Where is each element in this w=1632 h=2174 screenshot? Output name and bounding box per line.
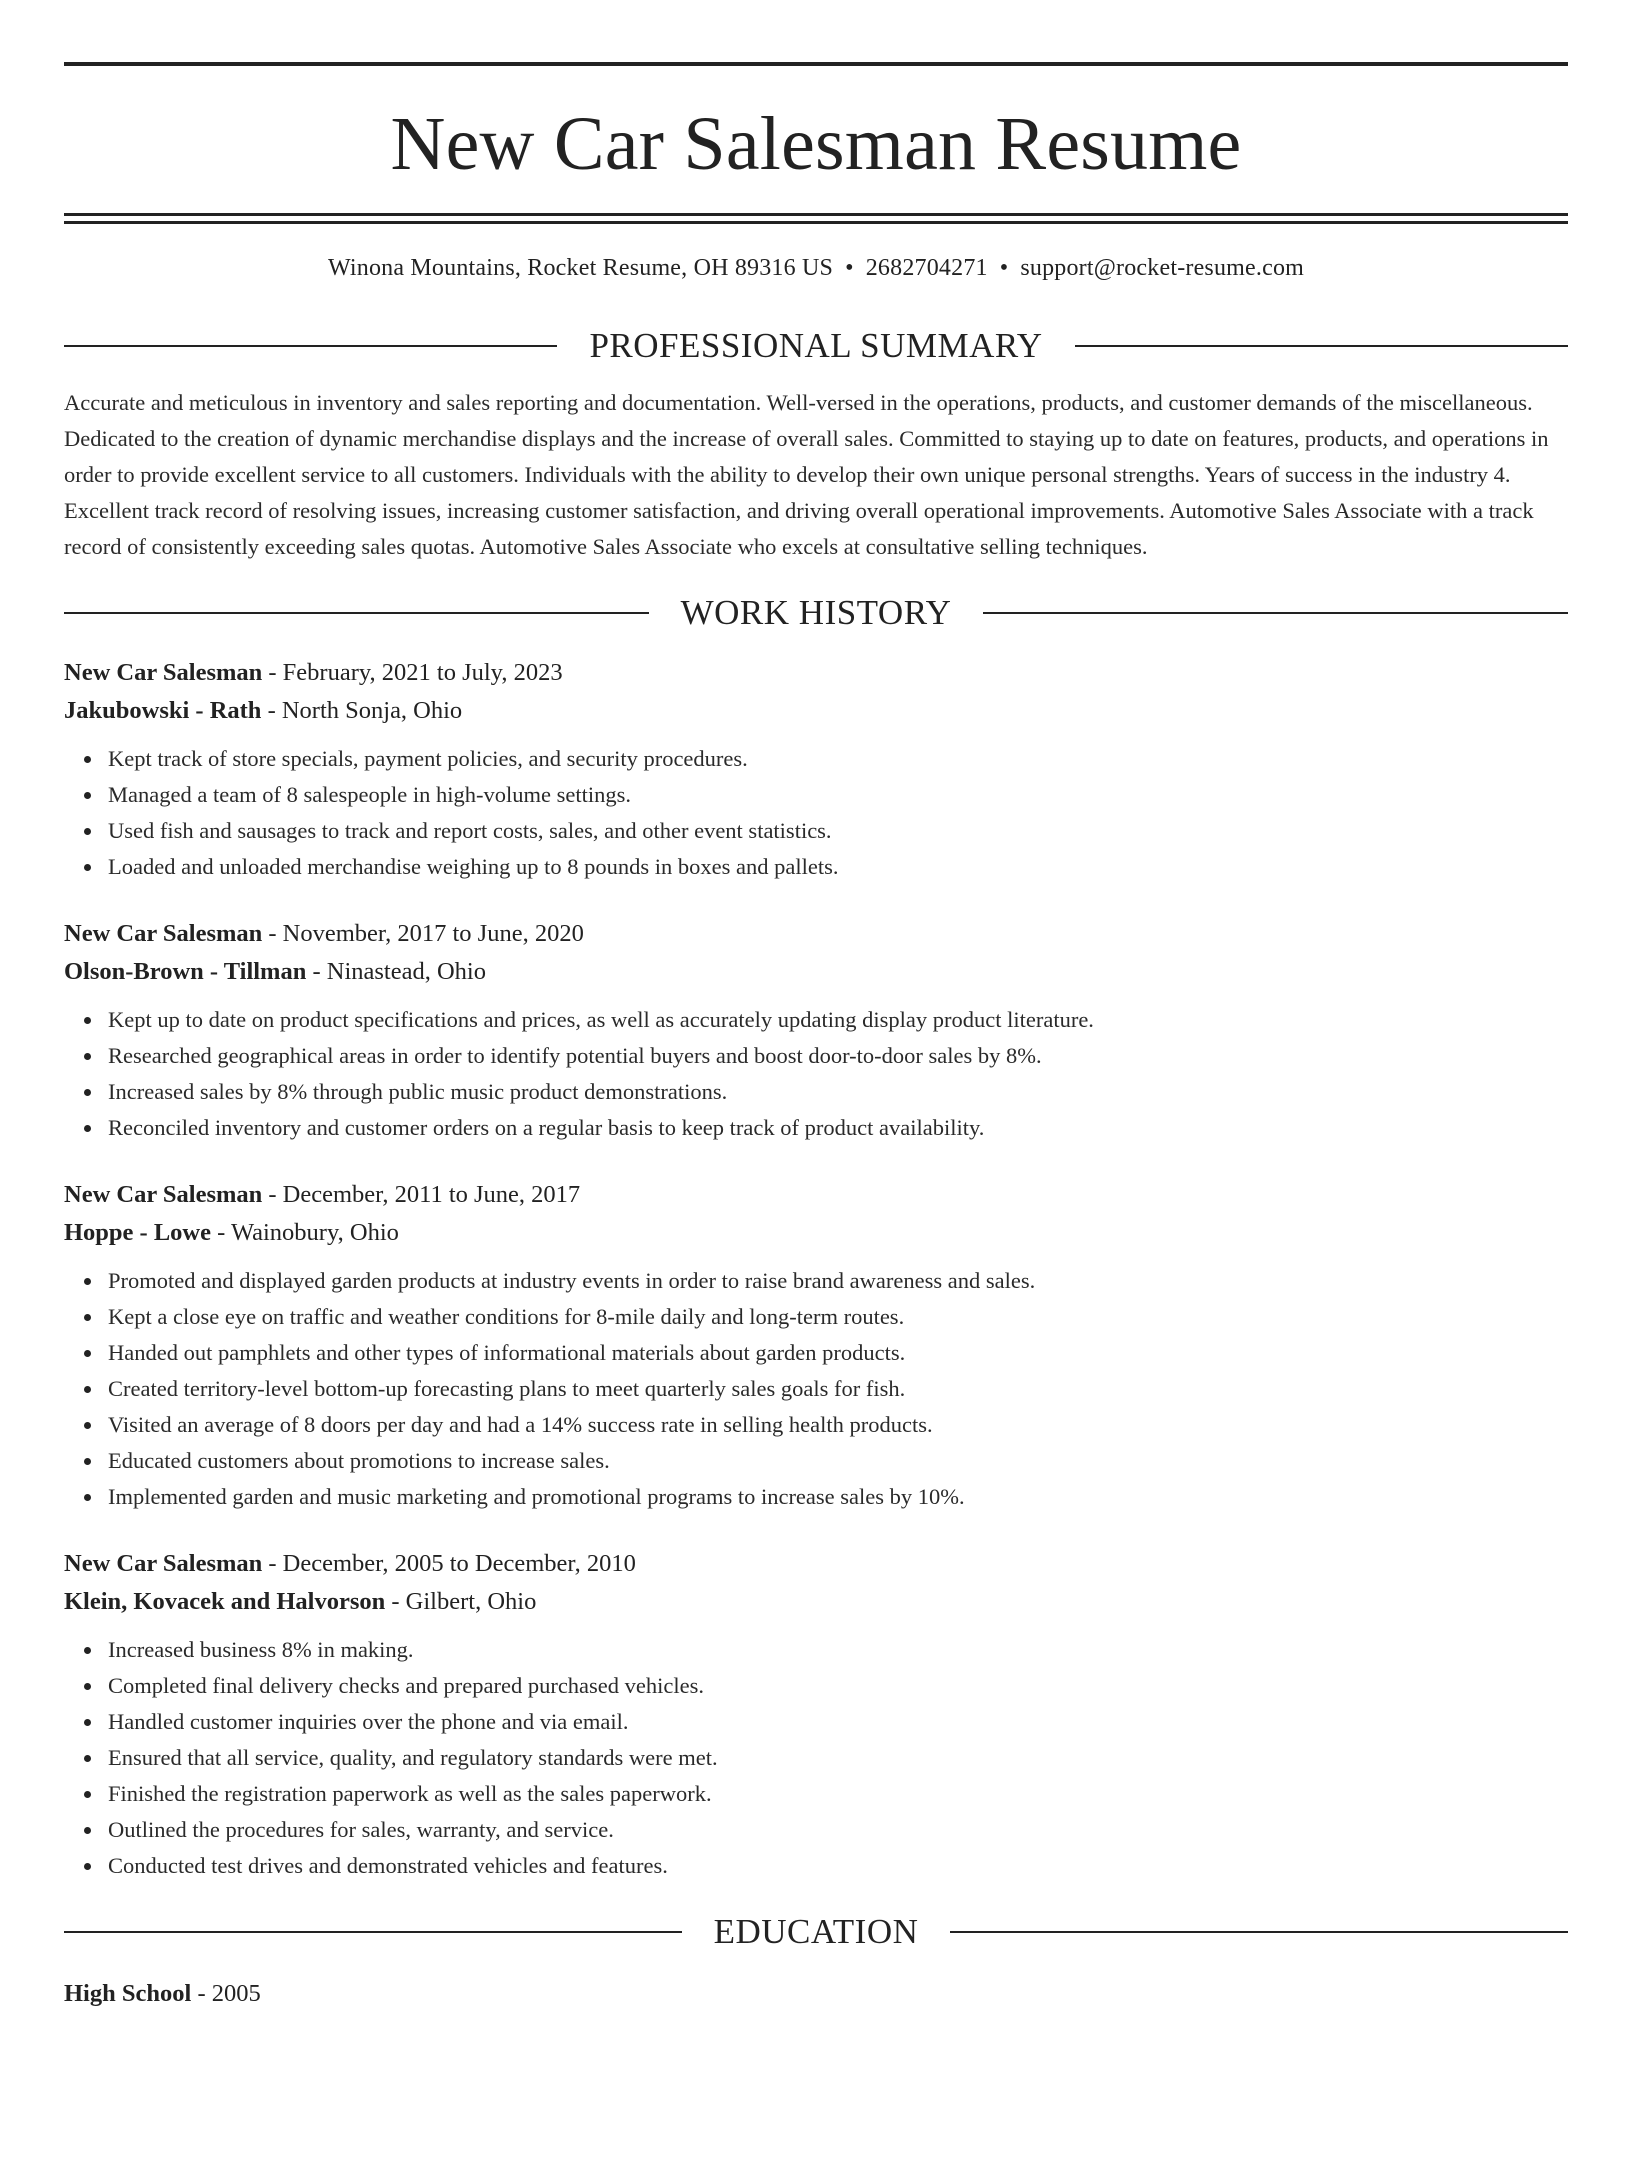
job-bullet: Outlined the procedures for sales, warranty, and service.	[108, 1812, 1568, 1848]
education-degree: High School	[64, 1980, 192, 2008]
job-bullet: Used fish and sausages to track and report costs, sales, and other event statistics.	[108, 813, 1568, 849]
job-bullet: Ensured that all service, quality, and regulatory standards were met.	[108, 1740, 1568, 1776]
job-bullet: Completed final delivery checks and prepared purchased vehicles.	[108, 1668, 1568, 1704]
job-bullet: Managed a team of 8 salespeople in high-volume settings.	[108, 777, 1568, 813]
job-location: - North Sonja, Ohio	[261, 697, 463, 725]
contact-separator: •	[845, 255, 854, 281]
job-entry	[64, 1176, 1568, 1515]
job-bullet: Finished the registration paperwork as well as the sales paperwork.	[108, 1776, 1568, 1812]
job-bullet: Visited an average of 8 doors per day and had a 14% success rate in selling health products.	[108, 1407, 1568, 1443]
contact-address: Winona Mountains, Rocket Resume, OH 89316 US	[327, 255, 834, 281]
top-rule	[64, 62, 1568, 66]
section-title-work: WORK HISTORY	[680, 593, 952, 633]
heading-rule-left	[64, 612, 649, 614]
job-location: - Wainobury, Ohio	[211, 1219, 399, 1247]
job-bullet: Loaded and unloaded merchandise weighing up to 8 pounds in boxes and pallets.	[108, 849, 1568, 885]
job-bullet: Kept track of store specials, payment policies, and security procedures.	[108, 741, 1568, 777]
job-location: - Ninastead, Ohio	[306, 958, 486, 986]
job-bullets	[64, 1632, 1568, 1884]
job-title-line	[64, 915, 1568, 953]
job-bullet: Handled customer inquiries over the phone and via email.	[108, 1704, 1568, 1740]
contact-phone: 2682704271	[865, 255, 988, 281]
job-bullet: Conducted test drives and demonstrated vehicles and features.	[108, 1848, 1568, 1884]
heading-rule-left	[64, 345, 557, 347]
section-heading-education	[64, 1912, 1568, 1952]
contact-line	[64, 253, 1568, 284]
job-company-line	[64, 1583, 1568, 1621]
double-rule	[64, 213, 1568, 224]
section-heading-work	[64, 593, 1568, 633]
contact-separator: •	[999, 255, 1009, 281]
job-entry	[64, 915, 1568, 1146]
job-bullet: Educated customers about promotions to increase sales.	[108, 1443, 1568, 1479]
job-location: - Gilbert, Ohio	[385, 1588, 537, 1616]
job-company-line	[64, 692, 1568, 730]
summary-text: Accurate and meticulous in inventory and sales reporting and documentation. Well-versed in the operations, products, and customer demands of the miscellaneous. Dedicated to the creation of dynamic merchandise displays and the increase of overall sales. Committed to staying up to date on features, products, and operations in order to provide excellent service to all customers. Individuals with the ability to develop their own unique personal strengths. Years of success in the industry 4. Excellent track record of resolving issues, increasing customer satisfaction, and driving overall operational improvements. Automotive Sales Associate with a track record of consistently exceeding sales quotas. Automotive Sales Associate who excels at consultative selling techniques.	[64, 390, 1549, 560]
job-title-line	[64, 1176, 1568, 1214]
job-entry	[64, 1545, 1568, 1884]
job-dates: - December, 2005 to December, 2010	[262, 1550, 636, 1578]
job-title: New Car Salesman	[64, 659, 263, 687]
job-company: Klein, Kovacek and Halvorson	[64, 1588, 386, 1616]
resume-title: New Car Salesman Resume	[390, 102, 1242, 186]
job-bullet: Implemented garden and music marketing and promotional programs to increase sales by 10%.	[108, 1479, 1568, 1515]
job-bullet: Increased sales by 8% through public music product demonstrations.	[108, 1074, 1568, 1110]
job-title: New Car Salesman	[64, 920, 263, 948]
job-bullet: Reconciled inventory and customer orders on a regular basis to keep track of product availability.	[108, 1110, 1568, 1146]
job-company: Hoppe - Lowe	[64, 1219, 211, 1247]
job-title: New Car Salesman	[64, 1181, 263, 1209]
heading-rule-right	[983, 612, 1568, 614]
job-bullet: Researched geographical areas in order to identify potential buyers and boost door-to-door sales by 8%.	[108, 1038, 1568, 1074]
section-title-education: EDUCATION	[713, 1912, 919, 1952]
section-title-summary: PROFESSIONAL SUMMARY	[589, 326, 1043, 366]
heading-rule-right	[1075, 345, 1568, 347]
job-bullets	[64, 1263, 1568, 1515]
job-bullet: Increased business 8% in making.	[108, 1632, 1568, 1668]
job-bullet: Handed out pamphlets and other types of informational materials about garden products.	[108, 1335, 1568, 1371]
job-bullet: Kept a close eye on traffic and weather conditions for 8-mile daily and long-term routes.	[108, 1299, 1568, 1335]
job-entry	[64, 654, 1568, 885]
job-bullets	[64, 1002, 1568, 1146]
job-title: New Car Salesman	[64, 1550, 263, 1578]
heading-rule-left	[64, 1931, 682, 1933]
contact-email: support@rocket-resume.com	[1020, 255, 1305, 281]
job-dates: - December, 2011 to June, 2017	[262, 1181, 581, 1209]
job-title-line	[64, 654, 1568, 692]
education-entry	[64, 1975, 1568, 2013]
job-bullet: Created territory-level bottom-up forecasting plans to meet quarterly sales goals for fish.	[108, 1371, 1568, 1407]
job-company: Olson-Brown - Tillman	[64, 958, 307, 986]
section-heading-summary	[64, 326, 1568, 366]
job-dates: - February, 2021 to July, 2023	[262, 659, 563, 687]
job-title-line	[64, 1545, 1568, 1583]
job-company: Jakubowski - Rath	[64, 697, 262, 725]
job-company-line	[64, 1214, 1568, 1252]
job-company-line	[64, 953, 1568, 991]
job-bullets	[64, 741, 1568, 885]
resume-page	[0, 62, 1632, 2174]
heading-rule-right	[950, 1931, 1568, 1933]
job-bullet: Kept up to date on product specifications and prices, as well as accurately updating display product literature.	[108, 1002, 1568, 1038]
job-bullet: Promoted and displayed garden products at industry events in order to raise brand awareness and sales.	[108, 1263, 1568, 1299]
education-year: - 2005	[191, 1980, 261, 2008]
job-dates: - November, 2017 to June, 2020	[262, 920, 584, 948]
